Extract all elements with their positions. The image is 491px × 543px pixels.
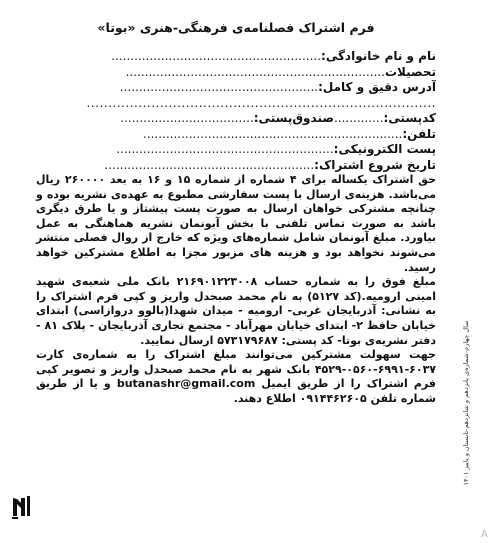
form-title: فرم اشتراک فصلنامه‌ی فرهنگی-هنری «بوتا»	[97, 20, 375, 35]
card-payment-text: جهت سهولت مشترکین می‌توانند مبلغ اشتراک را به شماره‌ی کارت ۶۰۳۷-۶۹۹۱-۰۵۶۰-۴۵۲۹ بانک شهر به نام محمد صبحدل واریز و تصویر کپی فرم اشتراک را از طریق ایمیل	[36, 348, 436, 391]
address-fill-line: ....................................................	[119, 80, 319, 94]
email-address: butanashr@gmail.com	[116, 377, 256, 391]
email-label: پست الکترونیکی:	[333, 142, 436, 156]
name-fill-line: .......................................................	[111, 49, 322, 63]
start-date-field	[36, 158, 436, 174]
payment-instructions-paragraph: مبلغ فوق را به شماره حساب ۲۱۶۹۰۱۲۲۳۰۰۸ بانک ملی شعبه‌ی شهید امینی ارومیه.(کد ۵۱۲۷) به نام محمد صبحدل واریز و کپی فرم اشتراک را به نشانی: آذربایجان غربی- ارومیه - میدان شهدا(بالوو دروازاسی) ابتدای خیابان حافظ ۲- ابتدای خیابان مهرآباد - مجتمع تجاری آذربایجان - پلاک ۸۱ - دفتر نشریه‌ی بوتا- کد پستی: ۵۷۳۱۷۹۶۸۷ ارسال نمایید.	[36, 275, 436, 347]
corner-letter: A	[481, 529, 488, 540]
education-field	[36, 65, 436, 81]
email-fill-line: .........................................................	[116, 142, 334, 156]
education-label: تحصیلات	[384, 64, 436, 79]
postal-field	[36, 111, 436, 127]
phone-field	[36, 127, 436, 143]
name-field	[36, 49, 436, 65]
subscription-fee-paragraph: حق اشتراک یکساله برای ۴ شماره از شماره ۱۵ و ۱۶ به بعد ۲۶۰۰۰۰ ریال می‌باشد. هزینه‌ی ارسال با پست سفارشی مطبوع به عهده‌ی نشریه بوده و چنانچه مشترکی خواهان ارسال به صورت پست پیشتاز و یا طرق دیگری باشد به صورت تماس تلفنی با بخش آبونمان نشریه هماهنگی به عمل بیاورد. مبلغ آبونمان شامل شماره‌های ویژه که خارج از روال فصلی منتشر می‌شوند نخواهد بود و هزینه های مزبور مجزا به اطلاع مشترکین خواهد رسید.	[36, 173, 436, 274]
phone-fill-line: ....................................................................	[142, 126, 403, 141]
subscription-form	[36, 14, 436, 407]
name-label: نام و نام خانوادگی:	[321, 49, 436, 63]
buta-logo-icon	[10, 494, 32, 520]
address-fill-line-2: .................................................................................	[86, 95, 436, 110]
phone-label: تلفن:	[402, 126, 436, 141]
po-box-label: صندوق‌پستی:	[253, 111, 334, 125]
email-field	[36, 142, 436, 158]
start-date-fill-line: .......................................................	[104, 157, 315, 172]
education-fill-line: ....................................................................	[125, 64, 385, 79]
start-date-label: تاریخ شروع اشتراک:	[314, 157, 436, 172]
issue-info: سال چهارم-شماره‌ی پانزدهم و شانزدهم-تابستان و پاییز ۱۴۰۱	[462, 320, 470, 486]
phone-contact-text: و یا از طریق شماره تلفن ۰۹۱۴۴۶۲۶۰۵	[36, 377, 436, 405]
po-box-fill-line: ...................................	[120, 111, 254, 125]
address-field	[36, 80, 436, 96]
postal-code-label: کدپستی:	[383, 111, 436, 125]
address-label: آدرس دقیق و کامل:	[318, 80, 436, 94]
card-payment-paragraph	[36, 348, 436, 406]
address-continuation	[36, 96, 436, 112]
postal-code-fill-line: .............	[333, 111, 384, 125]
notify-text: اطلاع دهند.	[233, 391, 296, 405]
issue-sidebar	[456, 292, 476, 514]
